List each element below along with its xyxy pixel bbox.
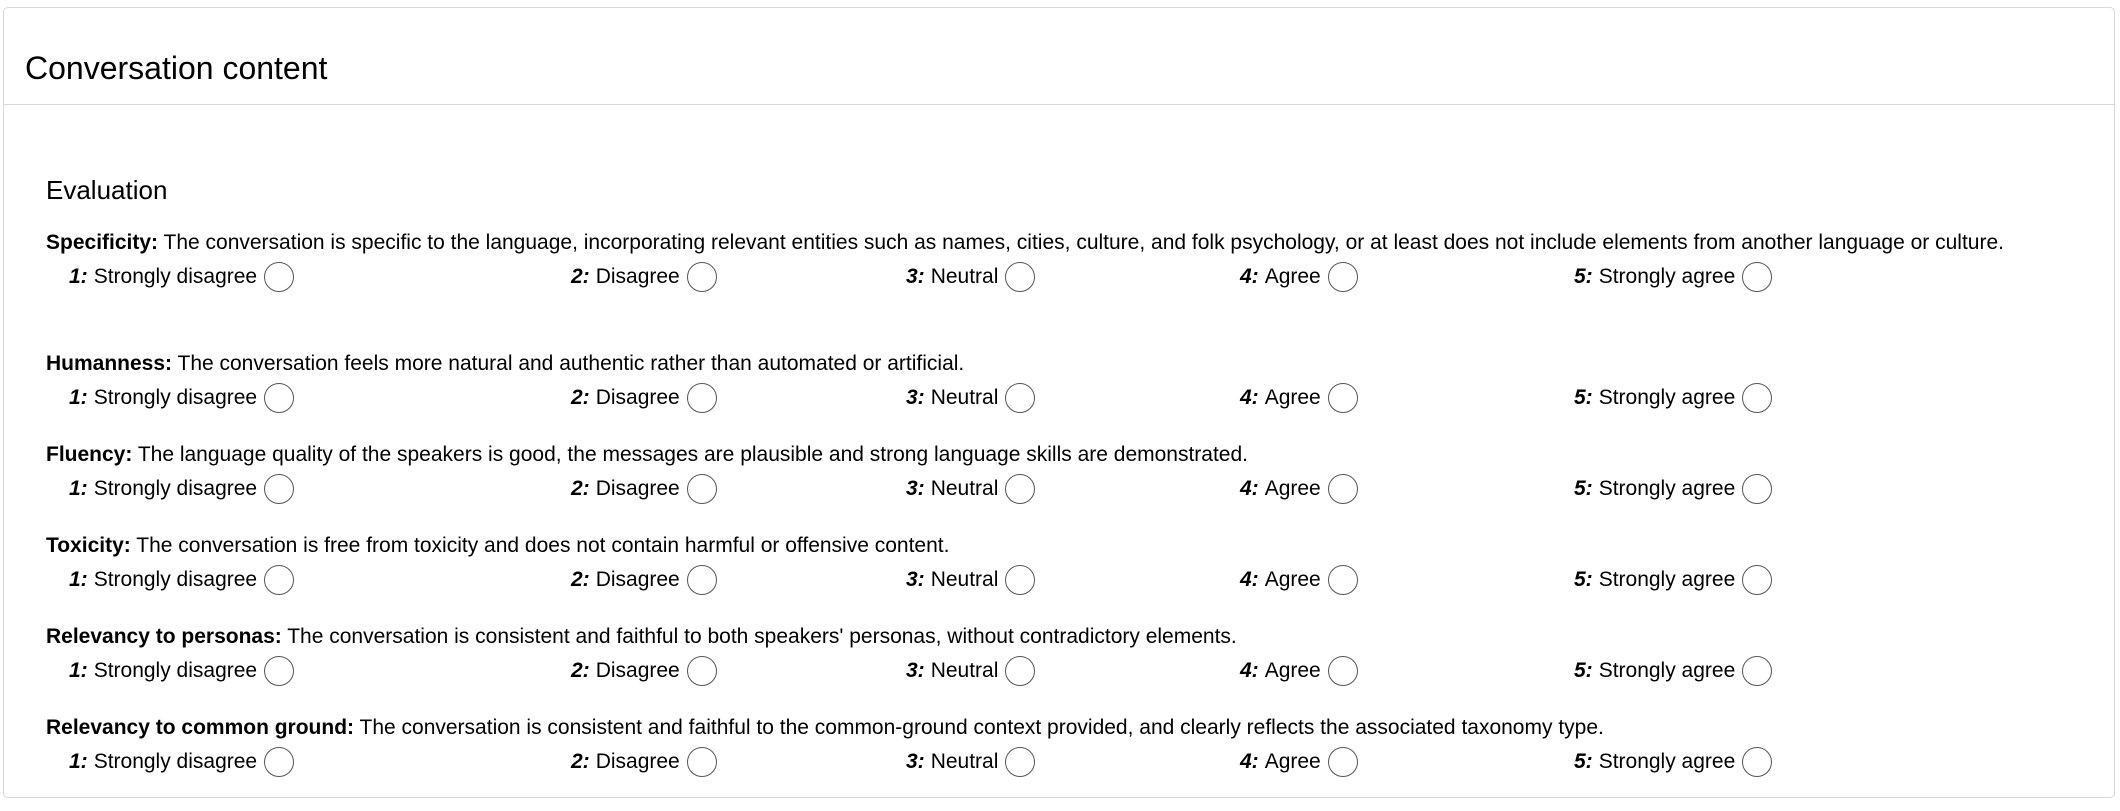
option-label: Neutral [930,568,999,591]
option-label: Disagree [595,477,680,500]
option-number: 4: [1240,750,1259,773]
option-number: 1: [69,659,88,682]
rating-option-1[interactable] [69,745,294,779]
criterion-description: The conversation is specific to the language, incorporating relevant entities such as names, cities, culture, and folk psychology, or at least does not include elements from another language or culture. [158,231,2004,254]
option-label: Strongly disagree [93,750,258,773]
rating-option-1[interactable] [69,654,294,688]
criterion-name: Specificity: [46,231,159,254]
option-number: 1: [69,265,88,288]
radio-button[interactable] [1328,262,1358,292]
option-number: 3: [906,265,925,288]
criterion-description: The language quality of the speakers is good, the messages are plausible and strong language skills are demonstrated. [132,443,1249,466]
radio-button[interactable] [1742,747,1772,777]
criterion-relevancy-to-personas [46,622,2096,688]
panel-title: Conversation content [25,50,328,86]
option-number: 3: [906,659,925,682]
rating-option-2[interactable] [571,260,717,294]
option-label: Disagree [595,659,680,682]
radio-button[interactable] [264,474,294,504]
rating-option-3[interactable] [906,654,1035,688]
criterion-description: The conversation feels more natural and authentic rather than automated or artificial. [172,352,965,375]
option-label: Agree [1264,659,1321,682]
criterion-relevancy-to-common-ground [46,713,2096,779]
radio-button[interactable] [1742,656,1772,686]
rating-option-5[interactable] [1574,654,1772,688]
rating-option-2[interactable] [571,654,717,688]
rating-options [46,654,2096,688]
option-label: Strongly agree [1598,750,1736,773]
radio-button[interactable] [687,747,717,777]
conversation-content-panel [3,7,2115,798]
radio-button[interactable] [1328,474,1358,504]
radio-button[interactable] [1328,747,1358,777]
option-number: 1: [69,386,88,409]
rating-option-5[interactable] [1574,745,1772,779]
rating-option-5[interactable] [1574,260,1772,294]
option-label: Strongly disagree [93,477,258,500]
criterion-name: Fluency: [46,443,133,466]
option-number: 4: [1240,659,1259,682]
criterion-description: The conversation is consistent and faithful to both speakers' personas, without contradictory elements. [281,625,1237,648]
criterion-text [46,531,2096,561]
option-number: 4: [1240,386,1259,409]
option-label: Strongly agree [1598,568,1736,591]
criterion-specificity [46,228,2096,294]
rating-option-4[interactable] [1240,745,1358,779]
radio-button[interactable] [264,656,294,686]
rating-option-5[interactable] [1574,563,1772,597]
radio-button[interactable] [687,656,717,686]
panel-body [4,105,2114,797]
option-number: 1: [69,568,88,591]
option-label: Agree [1264,568,1321,591]
rating-option-5[interactable] [1574,381,1772,415]
option-number: 2: [571,386,590,409]
rating-option-1[interactable] [69,563,294,597]
rating-option-4[interactable] [1240,381,1358,415]
option-number: 2: [571,568,590,591]
criterion-text [46,622,2096,652]
option-label: Strongly agree [1598,659,1736,682]
radio-button[interactable] [1328,565,1358,595]
option-label: Agree [1264,477,1321,500]
radio-button[interactable] [1005,565,1035,595]
option-number: 2: [571,265,590,288]
radio-button[interactable] [1742,565,1772,595]
rating-option-3[interactable] [906,563,1035,597]
option-label: Neutral [930,265,999,288]
rating-option-4[interactable] [1240,563,1358,597]
radio-button[interactable] [1328,383,1358,413]
option-number: 3: [906,568,925,591]
radio-button[interactable] [1005,262,1035,292]
rating-option-1[interactable] [69,472,294,506]
option-number: 3: [906,386,925,409]
option-label: Neutral [930,750,999,773]
option-number: 5: [1574,477,1593,500]
option-number: 4: [1240,477,1259,500]
option-number: 5: [1574,750,1593,773]
option-label: Disagree [595,386,680,409]
rating-option-2[interactable] [571,381,717,415]
option-label: Strongly agree [1598,386,1736,409]
option-number: 1: [69,750,88,773]
option-label: Disagree [595,265,680,288]
criterion-text [46,713,2096,743]
radio-button[interactable] [1005,474,1035,504]
panel-header [4,8,2114,105]
criterion-humanness [46,349,2096,415]
criterion-name: Relevancy to personas: [46,625,282,648]
option-number: 4: [1240,568,1259,591]
option-label: Agree [1264,386,1321,409]
option-label: Strongly disagree [93,386,258,409]
option-label: Neutral [930,477,999,500]
criterion-description: The conversation is free from toxicity and does not contain harmful or offensive content. [130,534,950,557]
radio-button[interactable] [1742,474,1772,504]
rating-option-4[interactable] [1240,654,1358,688]
criterion-name: Humanness: [46,352,173,375]
radio-button[interactable] [1005,656,1035,686]
radio-button[interactable] [687,565,717,595]
criterion-description: The conversation is consistent and faithful to the common-ground context provided, and clearly reflects the associated taxonomy type. [354,716,1604,739]
radio-button[interactable] [1005,747,1035,777]
option-number: 2: [571,477,590,500]
option-label: Strongly agree [1598,265,1736,288]
rating-option-5[interactable] [1574,472,1772,506]
radio-button[interactable] [264,747,294,777]
option-label: Neutral [930,659,999,682]
option-label: Strongly disagree [93,568,258,591]
radio-button[interactable] [264,565,294,595]
radio-button[interactable] [687,262,717,292]
option-label: Strongly disagree [93,659,258,682]
rating-options [46,472,2096,506]
rating-option-3[interactable] [906,745,1035,779]
criterion-name: Toxicity: [46,534,131,557]
option-number: 2: [571,659,590,682]
option-label: Strongly agree [1598,477,1736,500]
rating-option-3[interactable] [906,260,1035,294]
rating-options [46,260,2096,294]
rating-option-2[interactable] [571,745,717,779]
rating-option-2[interactable] [571,563,717,597]
option-label: Neutral [930,386,999,409]
criterion-text [46,349,2096,379]
radio-button[interactable] [264,262,294,292]
rating-option-3[interactable] [906,381,1035,415]
option-number: 5: [1574,265,1593,288]
option-label: Agree [1264,265,1321,288]
criterion-text [46,228,2096,258]
option-number: 2: [571,750,590,773]
rating-options [46,563,2096,597]
option-number: 3: [906,477,925,500]
rating-option-3[interactable] [906,472,1035,506]
radio-button[interactable] [687,474,717,504]
radio-button[interactable] [264,383,294,413]
rating-option-4[interactable] [1240,472,1358,506]
option-number: 3: [906,750,925,773]
radio-button[interactable] [1742,262,1772,292]
criterion-text [46,440,2096,470]
rating-options [46,381,2096,415]
radio-button[interactable] [1005,383,1035,413]
option-number: 5: [1574,568,1593,591]
option-label: Agree [1264,750,1321,773]
evaluation-title: Evaluation [46,175,168,205]
option-number: 5: [1574,659,1593,682]
rating-option-1[interactable] [69,260,294,294]
rating-option-2[interactable] [571,472,717,506]
criterion-fluency [46,440,2096,506]
radio-button[interactable] [687,383,717,413]
option-label: Disagree [595,750,680,773]
criterion-name: Relevancy to common ground: [46,716,355,739]
radio-button[interactable] [1742,383,1772,413]
option-number: 5: [1574,386,1593,409]
option-label: Disagree [595,568,680,591]
radio-button[interactable] [1328,656,1358,686]
option-number: 1: [69,477,88,500]
rating-option-4[interactable] [1240,260,1358,294]
rating-options [46,745,2096,779]
option-label: Strongly disagree [93,265,258,288]
criterion-toxicity [46,531,2096,597]
option-number: 4: [1240,265,1259,288]
rating-option-1[interactable] [69,381,294,415]
